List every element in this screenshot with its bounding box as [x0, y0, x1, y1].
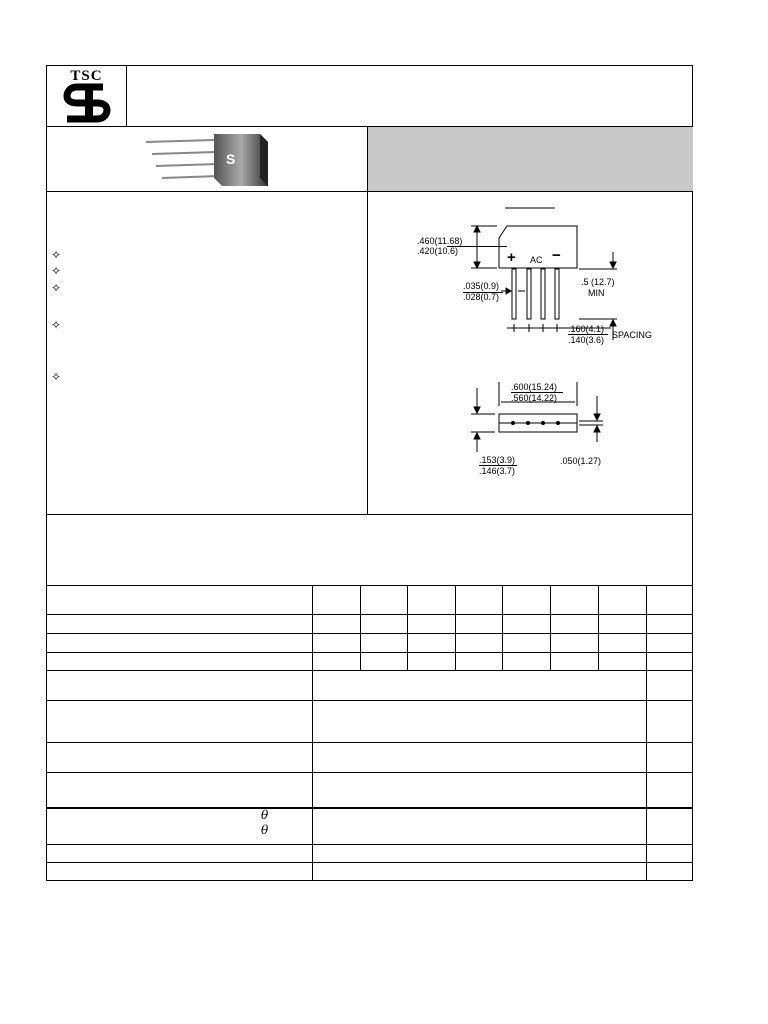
- spacing-max-label: .160(4.1): [568, 324, 605, 334]
- spacing-label: SPACING: [612, 330, 652, 340]
- plus-terminal-label: +: [507, 249, 516, 266]
- width-max-label: .600(15.24): [511, 382, 558, 392]
- depth-min-label: .146(3.7): [479, 466, 516, 476]
- feature-bullet: ✧: [51, 318, 62, 332]
- lead-thickness-max-label: .035(0.9): [463, 281, 500, 291]
- datasheet-frame: [46, 65, 693, 881]
- lead-length-min-label: MIN: [588, 288, 605, 298]
- height-min-label: .420(10.6): [417, 246, 459, 256]
- lead-length-label: .5 (12.7): [581, 277, 615, 287]
- feature-bullet: ✧: [51, 264, 62, 278]
- feature-bullet: ✧: [51, 248, 62, 262]
- theta-symbol: θ: [261, 823, 269, 837]
- height-max-label: .460(11.68): [417, 236, 463, 246]
- bridge-rectifier-image: [142, 128, 282, 190]
- part-title-panel: [368, 127, 693, 191]
- spacing-min-label: .140(3.6): [568, 335, 605, 345]
- theta-symbol: θ: [261, 808, 269, 822]
- tsc-s-logo-icon: [63, 83, 111, 123]
- minus-terminal-label: −: [552, 247, 561, 264]
- depth-max-label: .153(3.9): [479, 455, 516, 465]
- feature-bullet: ✧: [51, 370, 62, 384]
- lead-pitch-label: .050(1.27): [560, 456, 602, 466]
- width-min-label: .560(14.22): [511, 393, 558, 403]
- ac-label: AC: [530, 255, 543, 265]
- logo-text: TSC: [70, 68, 103, 84]
- svg-text:S: S: [226, 151, 236, 167]
- lead-thickness-min-label: .028(0.7): [463, 292, 500, 302]
- feature-bullet: ✧: [51, 281, 62, 295]
- company-logo: [47, 66, 126, 126]
